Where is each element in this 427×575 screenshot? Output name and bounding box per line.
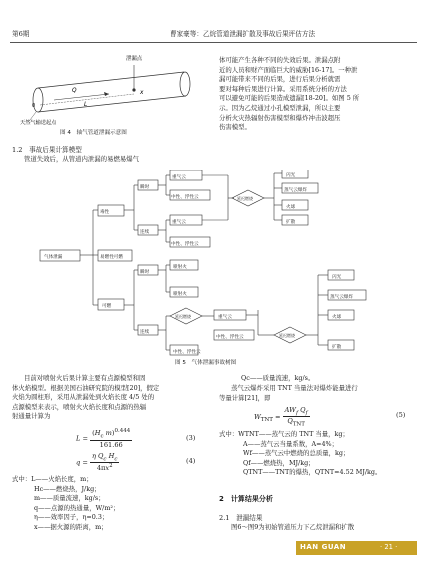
tree-label: 易燃性可燃	[100, 255, 123, 260]
tree-label: 火球	[286, 205, 296, 210]
tree-label: 瞬时	[140, 185, 150, 190]
tree-label: 重气云	[218, 315, 232, 320]
tree-label: 喷射火	[173, 265, 187, 270]
tree-label: 延迟燃烧	[175, 314, 191, 319]
right-variable-list	[219, 430, 419, 478]
text-line: 体可能产生各种不同的失效后果。泄漏点附	[219, 56, 341, 64]
tree-label: 闪光	[286, 173, 296, 178]
text-line: 分析火灾热辐射伤害模型和爆炸冲击波超压	[219, 113, 341, 122]
text-line: 火焰为圆柱形，采用从泄漏处到火焰长度 4/5 处的	[12, 393, 155, 402]
section-1-2-first-line: 管道失效后，从管道内泄漏的易燃易爆气	[24, 155, 140, 163]
issue-number: 第6期	[12, 30, 30, 38]
fig4-leak-label: 泄漏点	[126, 56, 143, 62]
where-line: 式中：WTNT——蒸气云的 TNT 当量，kg；	[219, 430, 349, 438]
figure-5-event-tree	[38, 170, 390, 360]
equation-4-number: (4)	[186, 457, 196, 465]
figure-4-caption: 图 4 轴气管道泄漏示意图	[60, 130, 127, 136]
tree-label: 重气云	[172, 175, 186, 180]
variable-line: x——据火源的距离，m；	[34, 522, 108, 531]
tree-label: 可燃	[102, 304, 112, 309]
section-2-title: 2 计算结果分析	[219, 495, 273, 503]
variable-line: m——质量流速，kg/s；	[34, 494, 105, 503]
tree-label: 延迟燃烧	[279, 333, 295, 338]
section-2-1-first-line: 图6～图9为初始管道压力下乙烷泄漏和扩散	[231, 523, 355, 531]
tree-label: 扩散	[332, 345, 342, 350]
right-qc-line: Qc——质量流速，kg/s。	[241, 374, 315, 382]
variable-line: QTNT——TNT的爆热，QTNT=4.52 MJ/kg。	[243, 468, 382, 477]
tree-label: 延迟燃烧	[237, 196, 253, 201]
tree-label: 毒性	[100, 210, 110, 215]
tree-label: 喷射火	[173, 292, 187, 297]
left-lower-paragraph	[12, 374, 212, 422]
text-line: 伤害模型。	[219, 123, 251, 132]
tree-label: 瞬时	[140, 270, 150, 275]
tree-label: 连续	[140, 330, 150, 335]
running-title: 曹家豪等：乙烷管道泄漏扩散及事故后果评估方法	[170, 30, 316, 38]
section-1-2-title: 1.2 事故后果计算模型	[12, 146, 82, 154]
text-line: 要对每种后果进行计算。采用系统分析的方法	[219, 84, 347, 93]
text-line: 点源模型来表示，喷射火火焰长度和点源的热辐	[12, 402, 147, 411]
text-line: 近的人员和财产面临巨大的威胁[16-17]。一种泄	[219, 65, 358, 74]
equation-3-number: (3)	[186, 434, 196, 442]
tree-label: 重气云	[172, 220, 186, 225]
text-line: 可以避免可能的后果造成遗漏[18-20]。如图 5 所	[219, 94, 360, 103]
variable-line: Qf——燃烧热，MJ/kg；	[243, 458, 315, 467]
tree-label-root: 气体泄漏	[44, 255, 63, 260]
right-top-paragraph	[219, 56, 419, 133]
tree-label: 连续	[140, 230, 150, 235]
right-lower-paragraph	[219, 384, 419, 403]
text-line: 示。因为乙烷通过小孔模型泄漏，所以主要	[219, 103, 341, 112]
tree-label: 火球	[332, 315, 342, 320]
tree-label: 蒸气云爆炸	[330, 295, 353, 300]
fig4-zero-label: 0	[32, 103, 36, 109]
variable-line: A——蒸气云当量系数，A=4%；	[243, 439, 339, 448]
text-line: 目前对喷射火后果计算主要有点源模型和固	[24, 374, 146, 382]
figure-5-caption: 图 5 气体泄漏事故树图	[175, 360, 237, 366]
tree-label: 中性、浮性云	[216, 335, 244, 340]
variable-line: η——效率因子，η=0.3；	[34, 513, 109, 522]
figure-4-pipe-diagram	[14, 50, 214, 125]
header-rule	[10, 42, 417, 43]
equation-5-number: (5)	[396, 411, 406, 419]
tree-label: 中性、浮性云	[171, 195, 199, 200]
page-number: · 21 ·	[380, 543, 398, 551]
tree-label: 闪光	[332, 275, 342, 280]
footer-journal: HAN GUAN	[300, 543, 347, 551]
tree-label: 扩散	[286, 220, 296, 225]
text-line: 射通量计算为	[12, 412, 51, 421]
equation-4: q = $\frac{\eta Q_c H_c}{4\pi x^2}$	[76, 452, 118, 473]
equation-5: $W_{TNT}$ = $AW_f$ $Q_f$ $Q_{TNT}$	[254, 406, 308, 428]
text-line: 体火焰模型。根据美国石油研究院的模型[20]，假定	[12, 383, 160, 392]
tree-label: 蒸气云爆炸	[284, 188, 307, 193]
left-variable-list	[12, 475, 212, 533]
tree-label: 中性、浮性云	[173, 350, 201, 355]
text-line: 等量计算[21]，即	[219, 393, 271, 402]
fig4-q-label: Q	[72, 88, 77, 94]
text-line: 漏可能带来不同的后果，进行后果分析就需	[219, 75, 341, 84]
variable-line: q——点源的热通量，W/m²；	[34, 503, 120, 512]
text-line: 蒸气云爆炸采用 TNT 当量法对爆炸能量进行	[231, 384, 358, 392]
fig4-l-label: L	[84, 102, 88, 108]
section-2-1-title: 2.1 泄漏结果	[219, 514, 263, 522]
fig4-x-label: x	[140, 90, 144, 96]
tree-label: 中性、浮性云	[171, 242, 199, 247]
equation-3: L = $\frac{(H_c m)^{0.444}}{161.66}$	[76, 428, 131, 449]
where-line: 式中：L——火焰长度，m；	[12, 475, 93, 483]
fig4-gas-label: 天然气输送起点	[20, 120, 57, 125]
variable-line: Hc——燃烧热，J/kg；	[34, 484, 101, 493]
variable-line: Wf——蒸气云中燃烧的总质量，kg；	[243, 449, 350, 458]
